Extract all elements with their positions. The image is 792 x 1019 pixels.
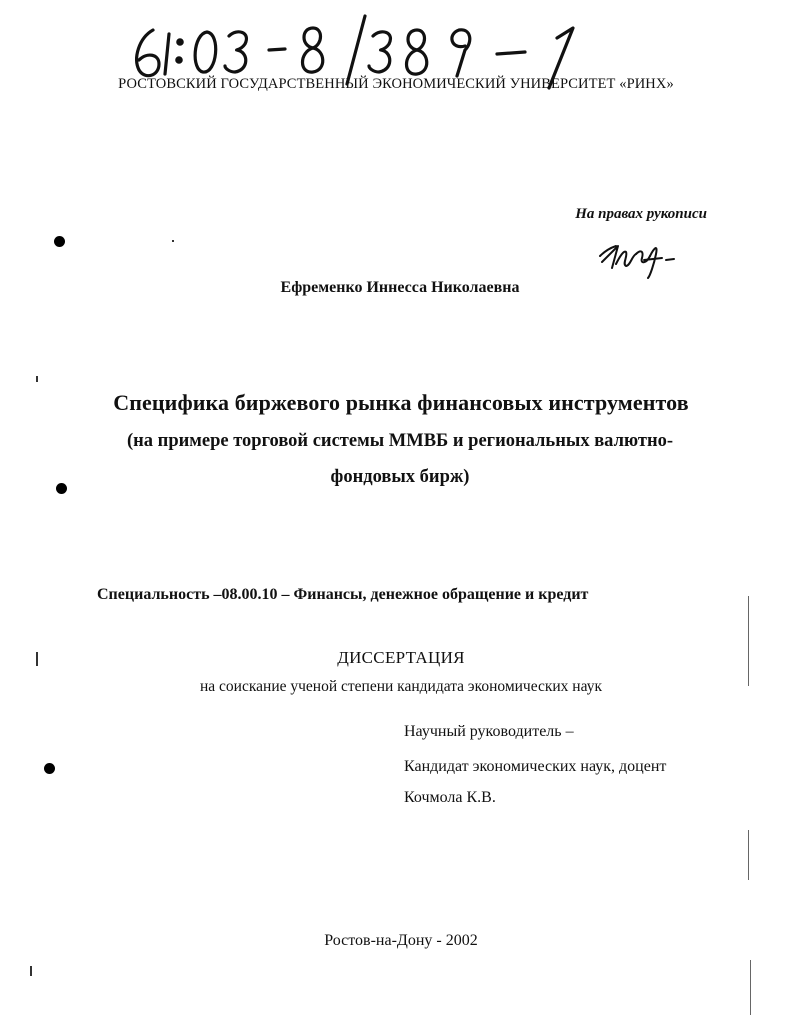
dissertation-title: Специфика биржевого рынка финансовых инструментов <box>113 390 689 415</box>
degree-statement: на соискание ученой степени кандидата экономических наук <box>200 678 602 695</box>
scan-speck <box>30 966 32 976</box>
scan-edge-line <box>750 960 751 1015</box>
binder-hole <box>44 763 55 774</box>
binder-hole <box>56 483 67 494</box>
supervisor-label: Научный руководитель – <box>404 723 574 740</box>
dissertation-subtitle-line1: (на примере торговой системы ММВБ и региональных валютно- <box>126 431 674 451</box>
signature <box>596 234 680 280</box>
author-name: Ефременко Иннесса Николаевна <box>280 279 520 296</box>
university-name: РОСТОВСКИЙ ГОСУДАРСТВЕННЫЙ ЭКОНОМИЧЕСКИЙ УНИВЕРСИТЕТ «РИНХ» <box>118 76 674 92</box>
specialty: Специальность –08.00.10 – Финансы, денежное обращение и кредит <box>97 586 589 603</box>
scan-speck <box>36 376 38 382</box>
binder-hole <box>54 236 65 247</box>
document-type: ДИССЕРТАЦИЯ <box>337 648 465 667</box>
supervisor-rank: Кандидат экономических наук, доцент <box>404 758 667 775</box>
dissertation-subtitle-line2: фондовых бирж) <box>330 467 470 487</box>
scan-speck <box>172 240 174 242</box>
scan-edge-line <box>748 596 749 686</box>
supervisor-name: Кочмола К.В. <box>404 789 496 806</box>
city-year: Ростов-на-Дону - 2002 <box>324 932 478 949</box>
scan-edge-line <box>748 830 749 880</box>
scan-speck <box>36 652 38 666</box>
rights-note: На правах рукописи <box>575 206 707 222</box>
